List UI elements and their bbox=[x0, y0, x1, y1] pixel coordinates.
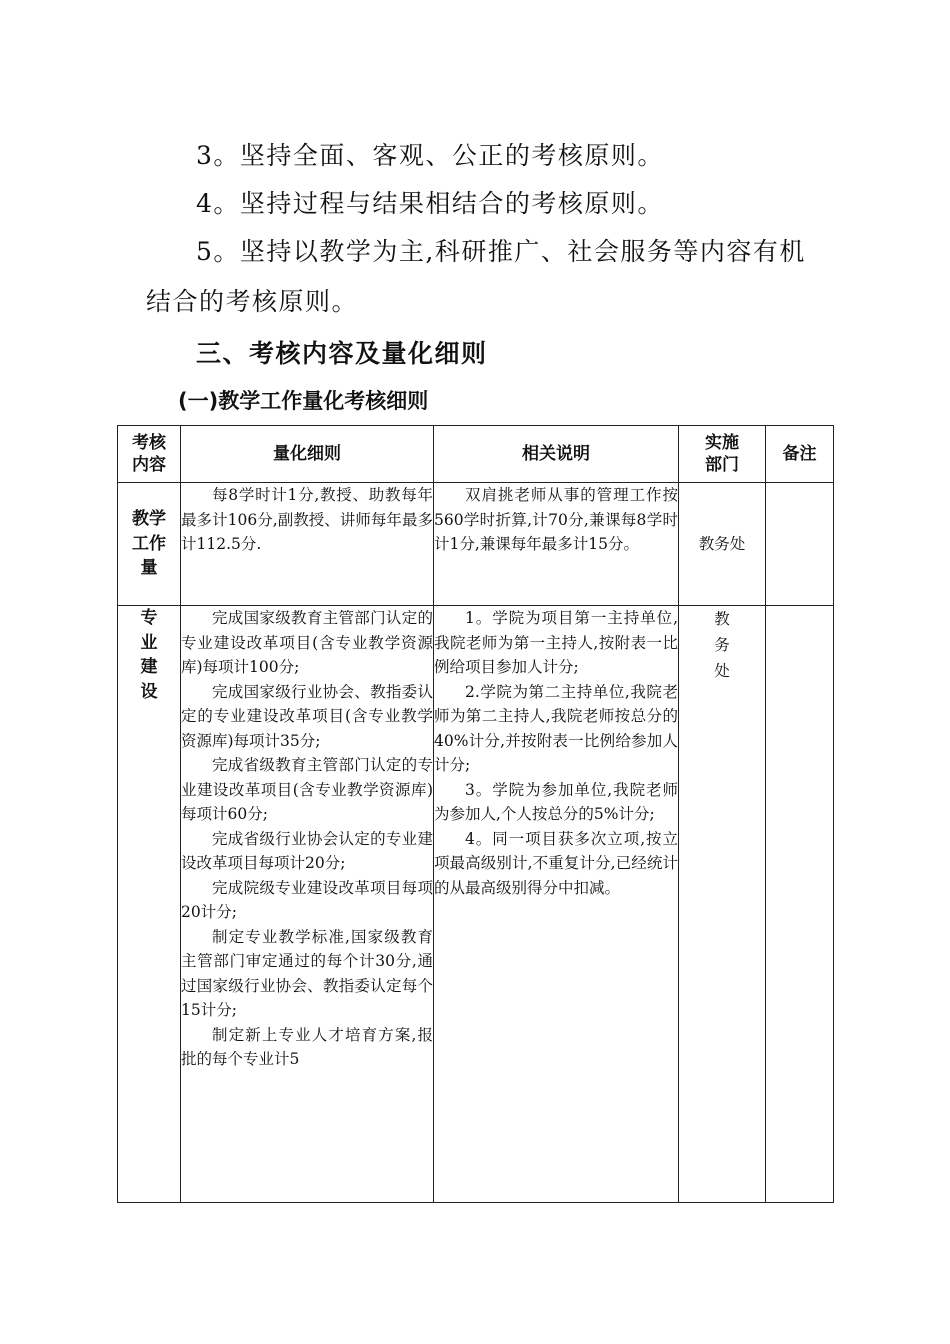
row-department: 教 务 处 bbox=[679, 606, 766, 1203]
paragraph-principle-3: 3。坚持全面、客观、公正的考核原则。 bbox=[196, 141, 664, 170]
paragraph-principle-5-line2: 结合的考核原则。 bbox=[146, 287, 359, 316]
header-detail: 量化细则 bbox=[181, 426, 434, 483]
table-row bbox=[118, 606, 834, 1203]
detail-paragraph: 完成省级教育主管部门认定的专业建设改革项目(含专业教学资源库)每项计60分; bbox=[181, 756, 433, 823]
row-remarks bbox=[766, 606, 834, 1203]
header-remarks: 备注 bbox=[766, 426, 834, 483]
quantification-table bbox=[117, 425, 834, 1203]
explanation-paragraph: 2.学院为第二主持单位,我院老师为第二主持人,我院老师按总分的40%计分,并按附表一比例给参加人计分; bbox=[434, 682, 678, 774]
header-department: 实施 部门 bbox=[679, 426, 766, 483]
table-header-row bbox=[118, 426, 834, 483]
row-department: 教务处 bbox=[679, 483, 766, 606]
explanation-paragraph: 3。学院为参加单位,我院老师为参加人,个人按总分的5%计分; bbox=[434, 780, 678, 823]
paragraph-principle-4: 4。坚持过程与结果相结合的考核原则。 bbox=[196, 189, 664, 218]
section-heading: 三、考核内容及量化细则 bbox=[196, 339, 488, 368]
row-detail bbox=[181, 483, 434, 606]
header-category: 考核 内容 bbox=[118, 426, 181, 483]
row-explanation bbox=[434, 483, 679, 606]
detail-paragraph: 完成院级专业建设改革项目每项20计分; bbox=[181, 878, 433, 921]
explanation-paragraph: 双肩挑老师从事的管理工作按560学时折算,计70分,兼课每8学时计1分,兼课每年最多计15分。 bbox=[434, 486, 678, 553]
detail-paragraph: 完成省级行业协会认定的专业建设改革项目每项计20分; bbox=[181, 829, 433, 872]
detail-paragraph: 制定专业教学标准,国家级教育主管部门审定通过的每个计30分,通过国家级行业协会、教指委认定每个15计分; bbox=[181, 927, 433, 1019]
detail-paragraph: 完成国家级行业协会、教指委认定的专业建设改革项目(含专业教学资源库)每项计35分; bbox=[181, 682, 433, 750]
detail-paragraph: 完成国家级教育主管部门认定的专业建设改革项目(含专业教学资源库)每项计100分; bbox=[181, 609, 433, 676]
subsection-heading: (一)教学工作量化考核细则 bbox=[178, 389, 429, 413]
row-category: 专 业 建 设 bbox=[118, 606, 181, 1203]
paragraph-principle-5-line1: 5。坚持以教学为主,科研推广、社会服务等内容有机 bbox=[196, 237, 806, 266]
table-row bbox=[118, 483, 834, 606]
row-remarks bbox=[766, 483, 834, 606]
explanation-paragraph: 4。同一项目获多次立项,按立项最高级别计,不重复计分,已经统计的从最高级别得分中扣减。 bbox=[434, 829, 678, 897]
row-detail bbox=[181, 606, 434, 1203]
row-category: 教学 工作 量 bbox=[118, 483, 181, 606]
detail-paragraph: 每8学时计1分,教授、助教每年最多计106分,副教授、讲师每年最多计112.5分. bbox=[181, 486, 433, 553]
row-explanation bbox=[434, 606, 679, 1203]
explanation-paragraph: 1。学院为项目第一主持单位,我院老师为第一主持人,按附表一比例给项目参加人计分; bbox=[434, 609, 678, 676]
header-explanation: 相关说明 bbox=[434, 426, 679, 483]
detail-paragraph: 制定新上专业人才培育方案,报批的每个专业计5 bbox=[181, 1025, 433, 1068]
